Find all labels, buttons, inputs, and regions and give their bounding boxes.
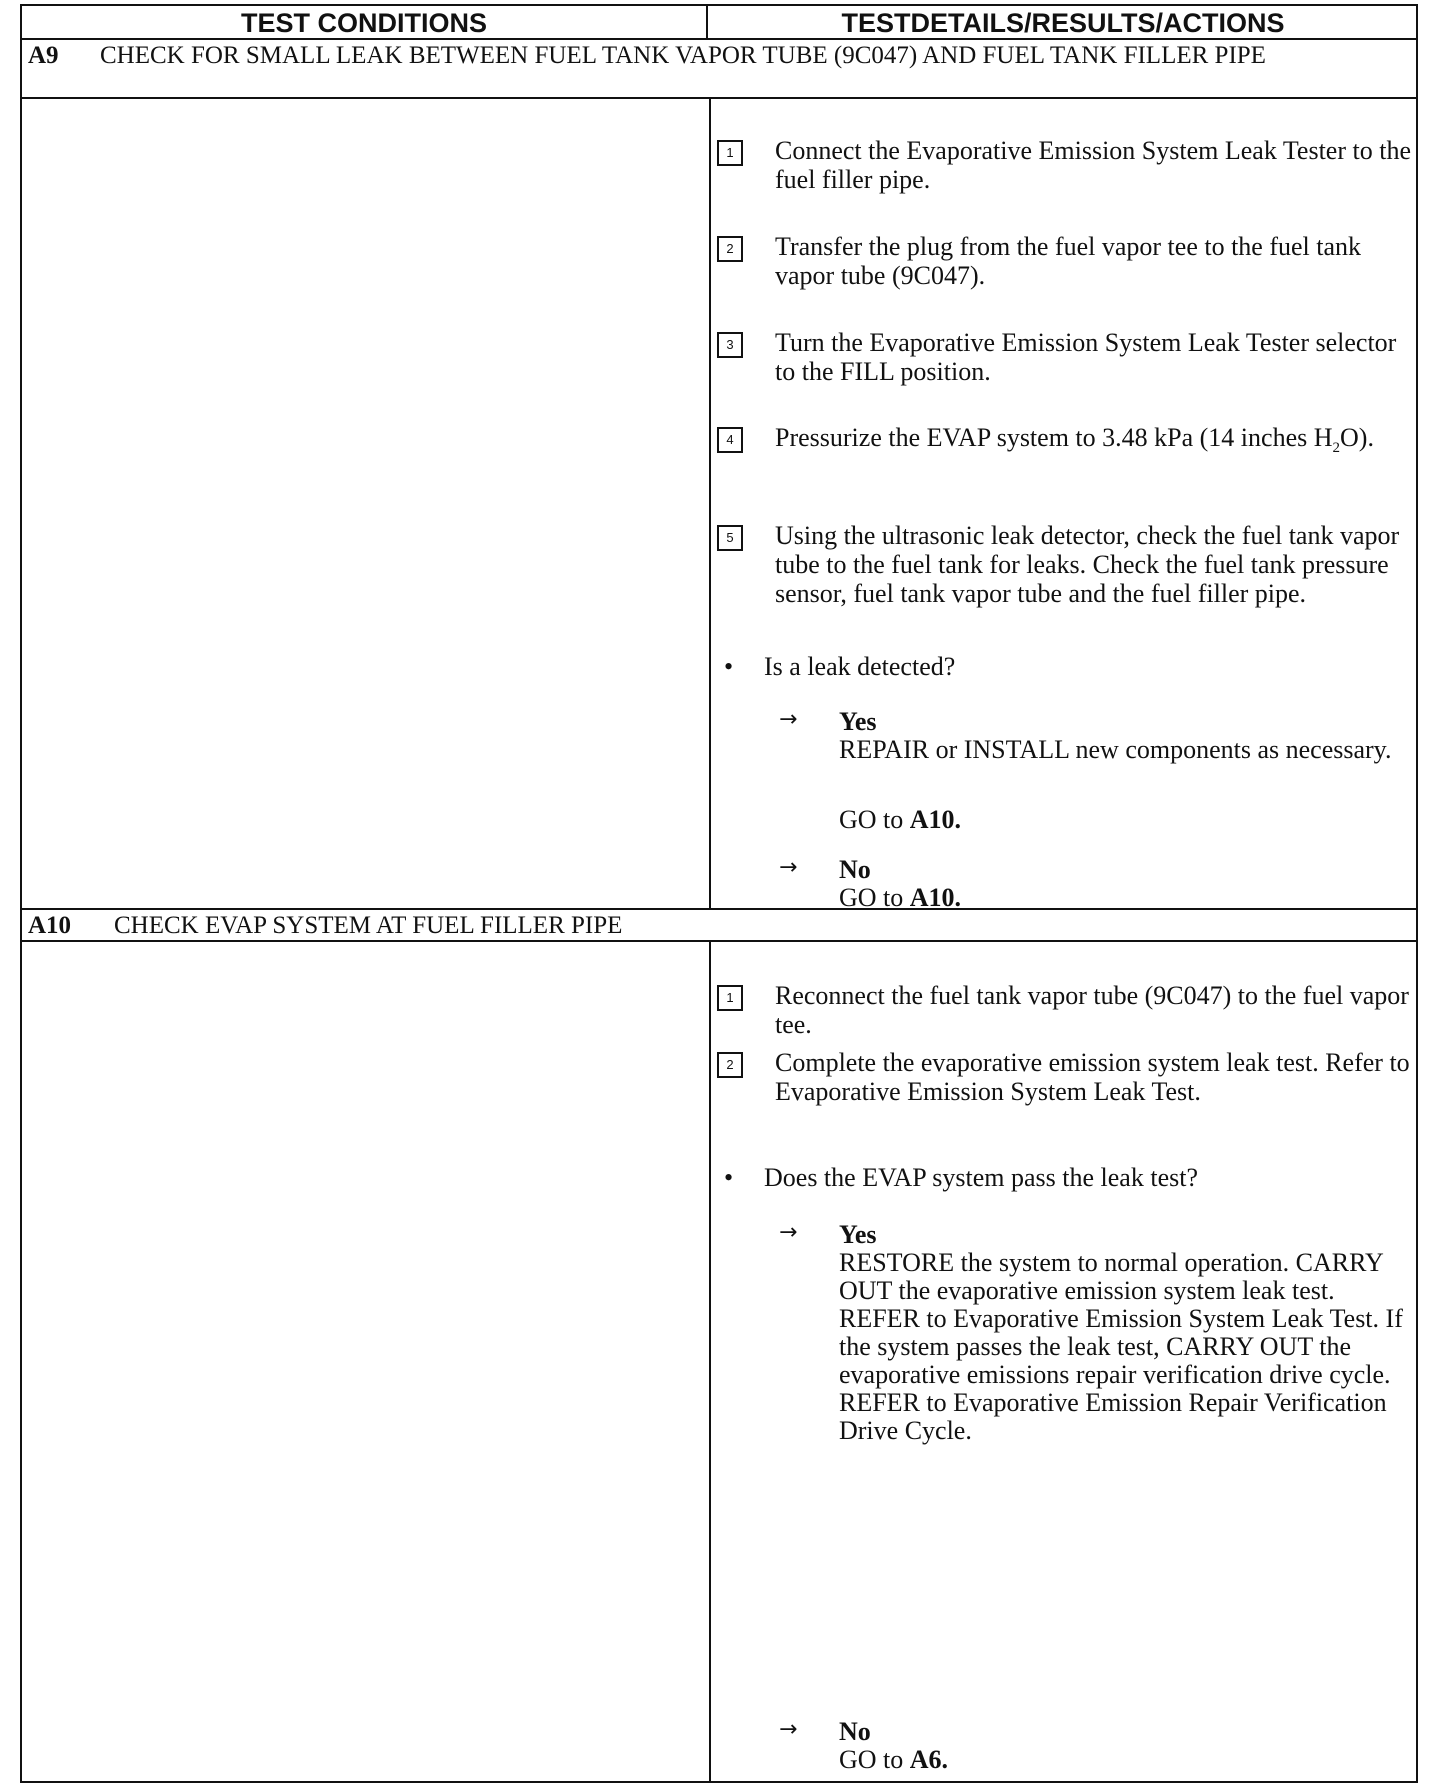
header-test-conditions: TEST CONDITIONS [22, 6, 708, 38]
step-number-box: 3 [717, 332, 743, 358]
column-divider [709, 942, 711, 1783]
step-number-box: 1 [717, 140, 743, 166]
step-number-box: 4 [717, 427, 743, 453]
answer-label: No [839, 855, 871, 884]
section-header-a9 [22, 38, 1416, 99]
step-number-box: 1 [717, 985, 743, 1011]
step-text: Pressurize the EVAP system to 3.48 kPa (14 inches $H_2O$). [775, 423, 1374, 457]
step-text: Complete the evaporative emission system leak test. Refer to Evaporative Emission System Leak Test. [775, 1048, 1410, 1106]
section-title: CHECK FOR SMALL LEAK BETWEEN FUEL TANK VAPOR TUBE (9C047) AND FUEL TANK FILLER PIPE [100, 42, 1266, 69]
answer-action: RESTORE the system to normal operation. CARRY OUT the evaporative emission system leak test. REFER to Evaporative Emission System Leak Test. If the system passes the leak test, CARRY OUT the evaporative emissions repair verification drive cycle. REFER to Evaporative Emission Repair Verification Drive Cycle. [839, 1248, 1403, 1445]
step-text: Turn the Evaporative Emission System Leak Tester selector to the FILL position. [775, 328, 1397, 386]
header-test-details: TESTDETAILS/RESULTS/ACTIONS [841, 8, 1285, 38]
step-text: Reconnect the fuel tank vapor tube (9C047) to the fuel vapor tee. [775, 981, 1409, 1039]
answer-label: No [839, 1717, 871, 1746]
bullet-icon: • [724, 652, 734, 681]
answer-label: Yes [839, 707, 877, 736]
arrow-right-icon: → [779, 855, 798, 880]
answer-action: REPAIR or INSTALL new components as necessary. [839, 735, 1392, 764]
section-number: A9 [28, 42, 59, 69]
step-text: Transfer the plug from the fuel vapor tee to the fuel tank vapor tube (9C047). [775, 232, 1362, 290]
goto-ref: A10. [909, 805, 962, 834]
arrow-right-icon: → [779, 1220, 798, 1245]
answer-action: GO to A6. [839, 1745, 949, 1774]
step-text: Connect the Evaporative Emission System Leak Tester to the fuel filler pipe. [775, 136, 1411, 194]
arrow-right-icon: → [779, 707, 798, 732]
step-text: Using the ultrasonic leak detector, check the fuel tank vapor tube to the fuel tank for leaks. Check the fuel tank pressure sensor, fuel tank vapor tube and the fuel filler pipe. [775, 521, 1400, 608]
arrow-right-icon: → [779, 1717, 798, 1742]
answer-label: Yes [839, 1220, 877, 1249]
section-title: CHECK EVAP SYSTEM AT FUEL FILLER PIPE [114, 912, 623, 939]
section-header-a10 [22, 908, 1416, 942]
goto-instruction: GO to A10. [839, 805, 962, 834]
answer-action: GO to A10. [839, 883, 962, 912]
column-divider [709, 99, 711, 908]
step-number-box: 2 [717, 236, 743, 262]
question-text: Does the EVAP system pass the leak test? [764, 1163, 1198, 1192]
step-number-box: 5 [717, 525, 743, 551]
bullet-icon: • [724, 1163, 734, 1192]
step-number-box: 2 [717, 1052, 743, 1078]
section-number: A10 [28, 912, 72, 939]
question-text: Is a leak detected? [764, 652, 956, 681]
diagnostic-table [20, 4, 1418, 1783]
